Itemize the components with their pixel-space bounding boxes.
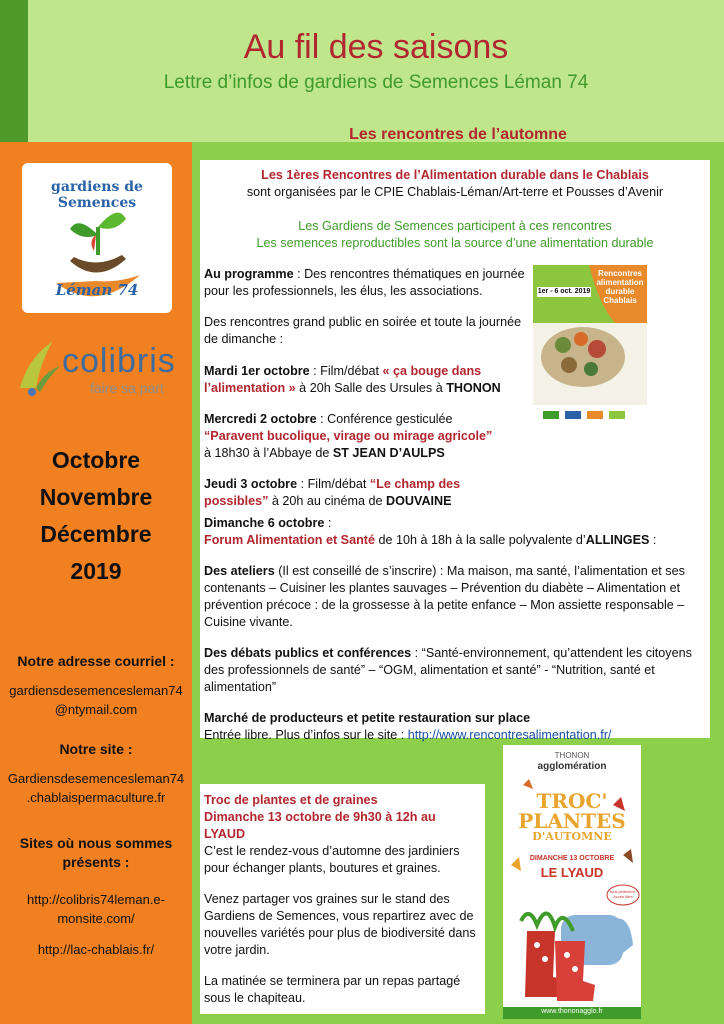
date-month: Novembre — [39, 484, 153, 510]
event1-town: THONON — [446, 381, 501, 395]
event4-title: Forum Alimentation et Santé — [204, 533, 375, 547]
poster1-dates: 1er - 6 oct. 2019 — [537, 288, 591, 295]
gardiens-participation: Les Gardiens de Semences participent à ces rencontres — [298, 219, 612, 233]
event2-town: ST JEAN D’AULPS — [332, 446, 445, 460]
poster1-title-line: alimentation — [596, 278, 644, 287]
poster2-org: THONON — [554, 751, 590, 760]
event4-place: de 10h à 18h à la salle polyvalente d’ — [374, 533, 586, 547]
rencontres-link[interactable]: http://www.rencontresalimentation.fr/ — [407, 728, 612, 742]
gardiens-logo-subtext: Léman 74 — [55, 281, 139, 299]
intro-title: Les 1ères Rencontres de l’Alimentation durable dans le Chablais — [261, 168, 649, 182]
ateliers-text: (Il est conseillé de s’inscrire) : Ma maison, ma santé, l’alimentation et ses contenants – Cuisiner les plantes sauvages – Prévention du diabète – Alimentation et prévention précoce : de la grossesse à la petite enfance – Mon assiette responsable – Cuisine vivante. — [204, 564, 685, 629]
programme-label: Au programme — [204, 267, 294, 281]
issue-dates — [0, 442, 192, 590]
ateliers-label: Des ateliers — [204, 564, 275, 578]
event1-title: « ça bouge dans l’alimentation » — [204, 364, 482, 395]
event3-day: Jeudi 3 octobre — [204, 477, 298, 491]
poster2-org-2: agglomération — [537, 761, 607, 772]
poster2-title-line: TROC' — [536, 789, 608, 813]
troc-paragraph: C’est le rendez-vous d’automne des jardiniers pour échanger plants, boutures et graines. — [204, 844, 460, 875]
event2-day: Mercredi 2 octobre — [204, 412, 317, 426]
troc-poster — [503, 745, 641, 1019]
site-heading: Notre site : — [59, 741, 133, 757]
colibris-logo-tagline: faire sa part — [90, 380, 164, 396]
troc-date: Dimanche 13 octobre de 9h30 à 12h au LYAUD — [204, 810, 436, 841]
poster1-title-line: Chablais — [603, 296, 637, 305]
programme-full — [204, 515, 704, 744]
poster1-title-line: durable — [605, 287, 635, 296]
troc-poster-art — [503, 745, 641, 1019]
event4-town: ALLINGES — [585, 533, 650, 547]
programme-text: : Des rencontres thématiques en journée pour les professionnels, les élus, les associations. — [204, 267, 525, 298]
troc-block — [204, 792, 480, 1007]
colibris-logo-name: colibris — [62, 342, 176, 380]
gardiens-statement: Les semences reproductibles sont la source d’une alimentation durable — [256, 236, 654, 250]
event1-place: à 20h Salle des Ursules à — [295, 381, 447, 395]
colibri-bird-icon — [14, 338, 64, 400]
date-month: Décembre — [40, 521, 152, 547]
event4-end: : — [649, 533, 657, 547]
poster2-date: DIMANCHE 13 OCTOBRE — [529, 855, 615, 862]
email-heading: Notre adresse courriel : — [17, 653, 175, 669]
gardiens-logo-text: gardiens de Semences — [51, 179, 143, 211]
email-address[interactable]: gardiensdesemencesleman74 — [9, 683, 183, 698]
poster2-url: www.thononagglo.fr — [541, 1008, 603, 1015]
event2-title: “Paravent bucolique, virage ou mirage agricole” — [204, 429, 493, 443]
poster2-bubble: Tous jardiniers ! Accès libre — [608, 889, 637, 899]
event2-type: : Conférence gesticulée — [316, 412, 453, 426]
newsletter-subtitle: Lettre d’infos de gardiens de Semences Léman 74 — [163, 72, 589, 93]
event3-town: DOUVAINE — [386, 494, 452, 508]
troc-paragraph: Venez partager vos graines sur le stand des Gardiens de Semences, vous repartirez avec de nouvelles variétés pour plus de biodiversité dans votre jardin. — [204, 892, 476, 957]
poster1-title — [593, 269, 647, 305]
event1-day: Mardi 1er octobre — [204, 364, 310, 378]
poster2-title-line: PLANTES — [518, 809, 626, 833]
event3-place: à 20h au cinéma de — [268, 494, 387, 508]
programme-left — [204, 266, 526, 510]
troc-title: Troc de plantes et de graines — [204, 793, 378, 807]
site-link-domain[interactable]: .chablaispermaculture.fr — [26, 790, 166, 805]
site-block — [0, 740, 192, 807]
debats-text: : “Santé-environnement, qu’attendent les citoyens des professionnels de santé” – “OGM, alimentation et santé” - “Nutrition, santé et alimentation” — [204, 646, 692, 694]
presence-link-chablais[interactable]: http://lac-chablais.fr/ — [37, 942, 155, 957]
public-text: Des rencontres grand public en soirée et toute la journée de dimanche : — [204, 315, 522, 346]
gardiens-logo — [22, 163, 172, 313]
rencontres-poster — [533, 265, 647, 428]
presence-block — [0, 834, 192, 959]
poster2-place: LE LYAUD — [540, 865, 604, 880]
event4-day: Dimanche 6 octobre — [204, 516, 325, 530]
event4-colon: : — [324, 516, 332, 530]
date-year: 2019 — [70, 558, 122, 584]
email-address-domain[interactable]: @ntymail.com — [54, 702, 138, 717]
event3-type: : Film/débat — [297, 477, 370, 491]
email-block — [0, 652, 192, 719]
entree-text: Entrée libre. Plus d’infos sur le site : — [204, 728, 408, 742]
newsletter-title: Au fil des saisons — [243, 28, 509, 66]
intro-block — [200, 167, 710, 252]
intro-organisers: sont organisées par le CPIE Chablais-Léman/Art-terre et Pousses d’Avenir — [246, 185, 664, 199]
event3-title: “Le champ des possibles” — [204, 477, 461, 508]
event2-place: à 18h30 à l’Abbaye de — [204, 446, 333, 460]
debats-label: Des débats publics et conférences — [204, 646, 412, 660]
header-shade — [0, 0, 28, 142]
troc-paragraph: La matinée se terminera par un repas partagé sous le chapiteau. — [204, 974, 461, 1005]
marche-label: Marché de producteurs et petite restauration sur place — [204, 711, 531, 725]
site-link[interactable]: Gardiensdesemencesleman74 — [7, 771, 185, 786]
presence-link-colibris[interactable]: http://colibris74leman.e- — [26, 892, 165, 907]
presence-heading: Sites où nous sommes — [19, 835, 173, 851]
section-heading: Les rencontres de l’automne — [349, 126, 567, 143]
event1-type: : Film/débat — [309, 364, 383, 378]
poster2-title — [503, 791, 641, 843]
presence-link-colibris-2[interactable]: monsite.com/ — [57, 911, 135, 926]
poster2-title-line: D'AUTOMNE — [532, 830, 612, 843]
poster1-title-line: Rencontres — [597, 269, 642, 278]
header-band — [28, 0, 724, 142]
date-month: Octobre — [51, 447, 141, 473]
colibris-logo — [14, 338, 176, 400]
presence-heading-2: présents : — [62, 854, 130, 870]
